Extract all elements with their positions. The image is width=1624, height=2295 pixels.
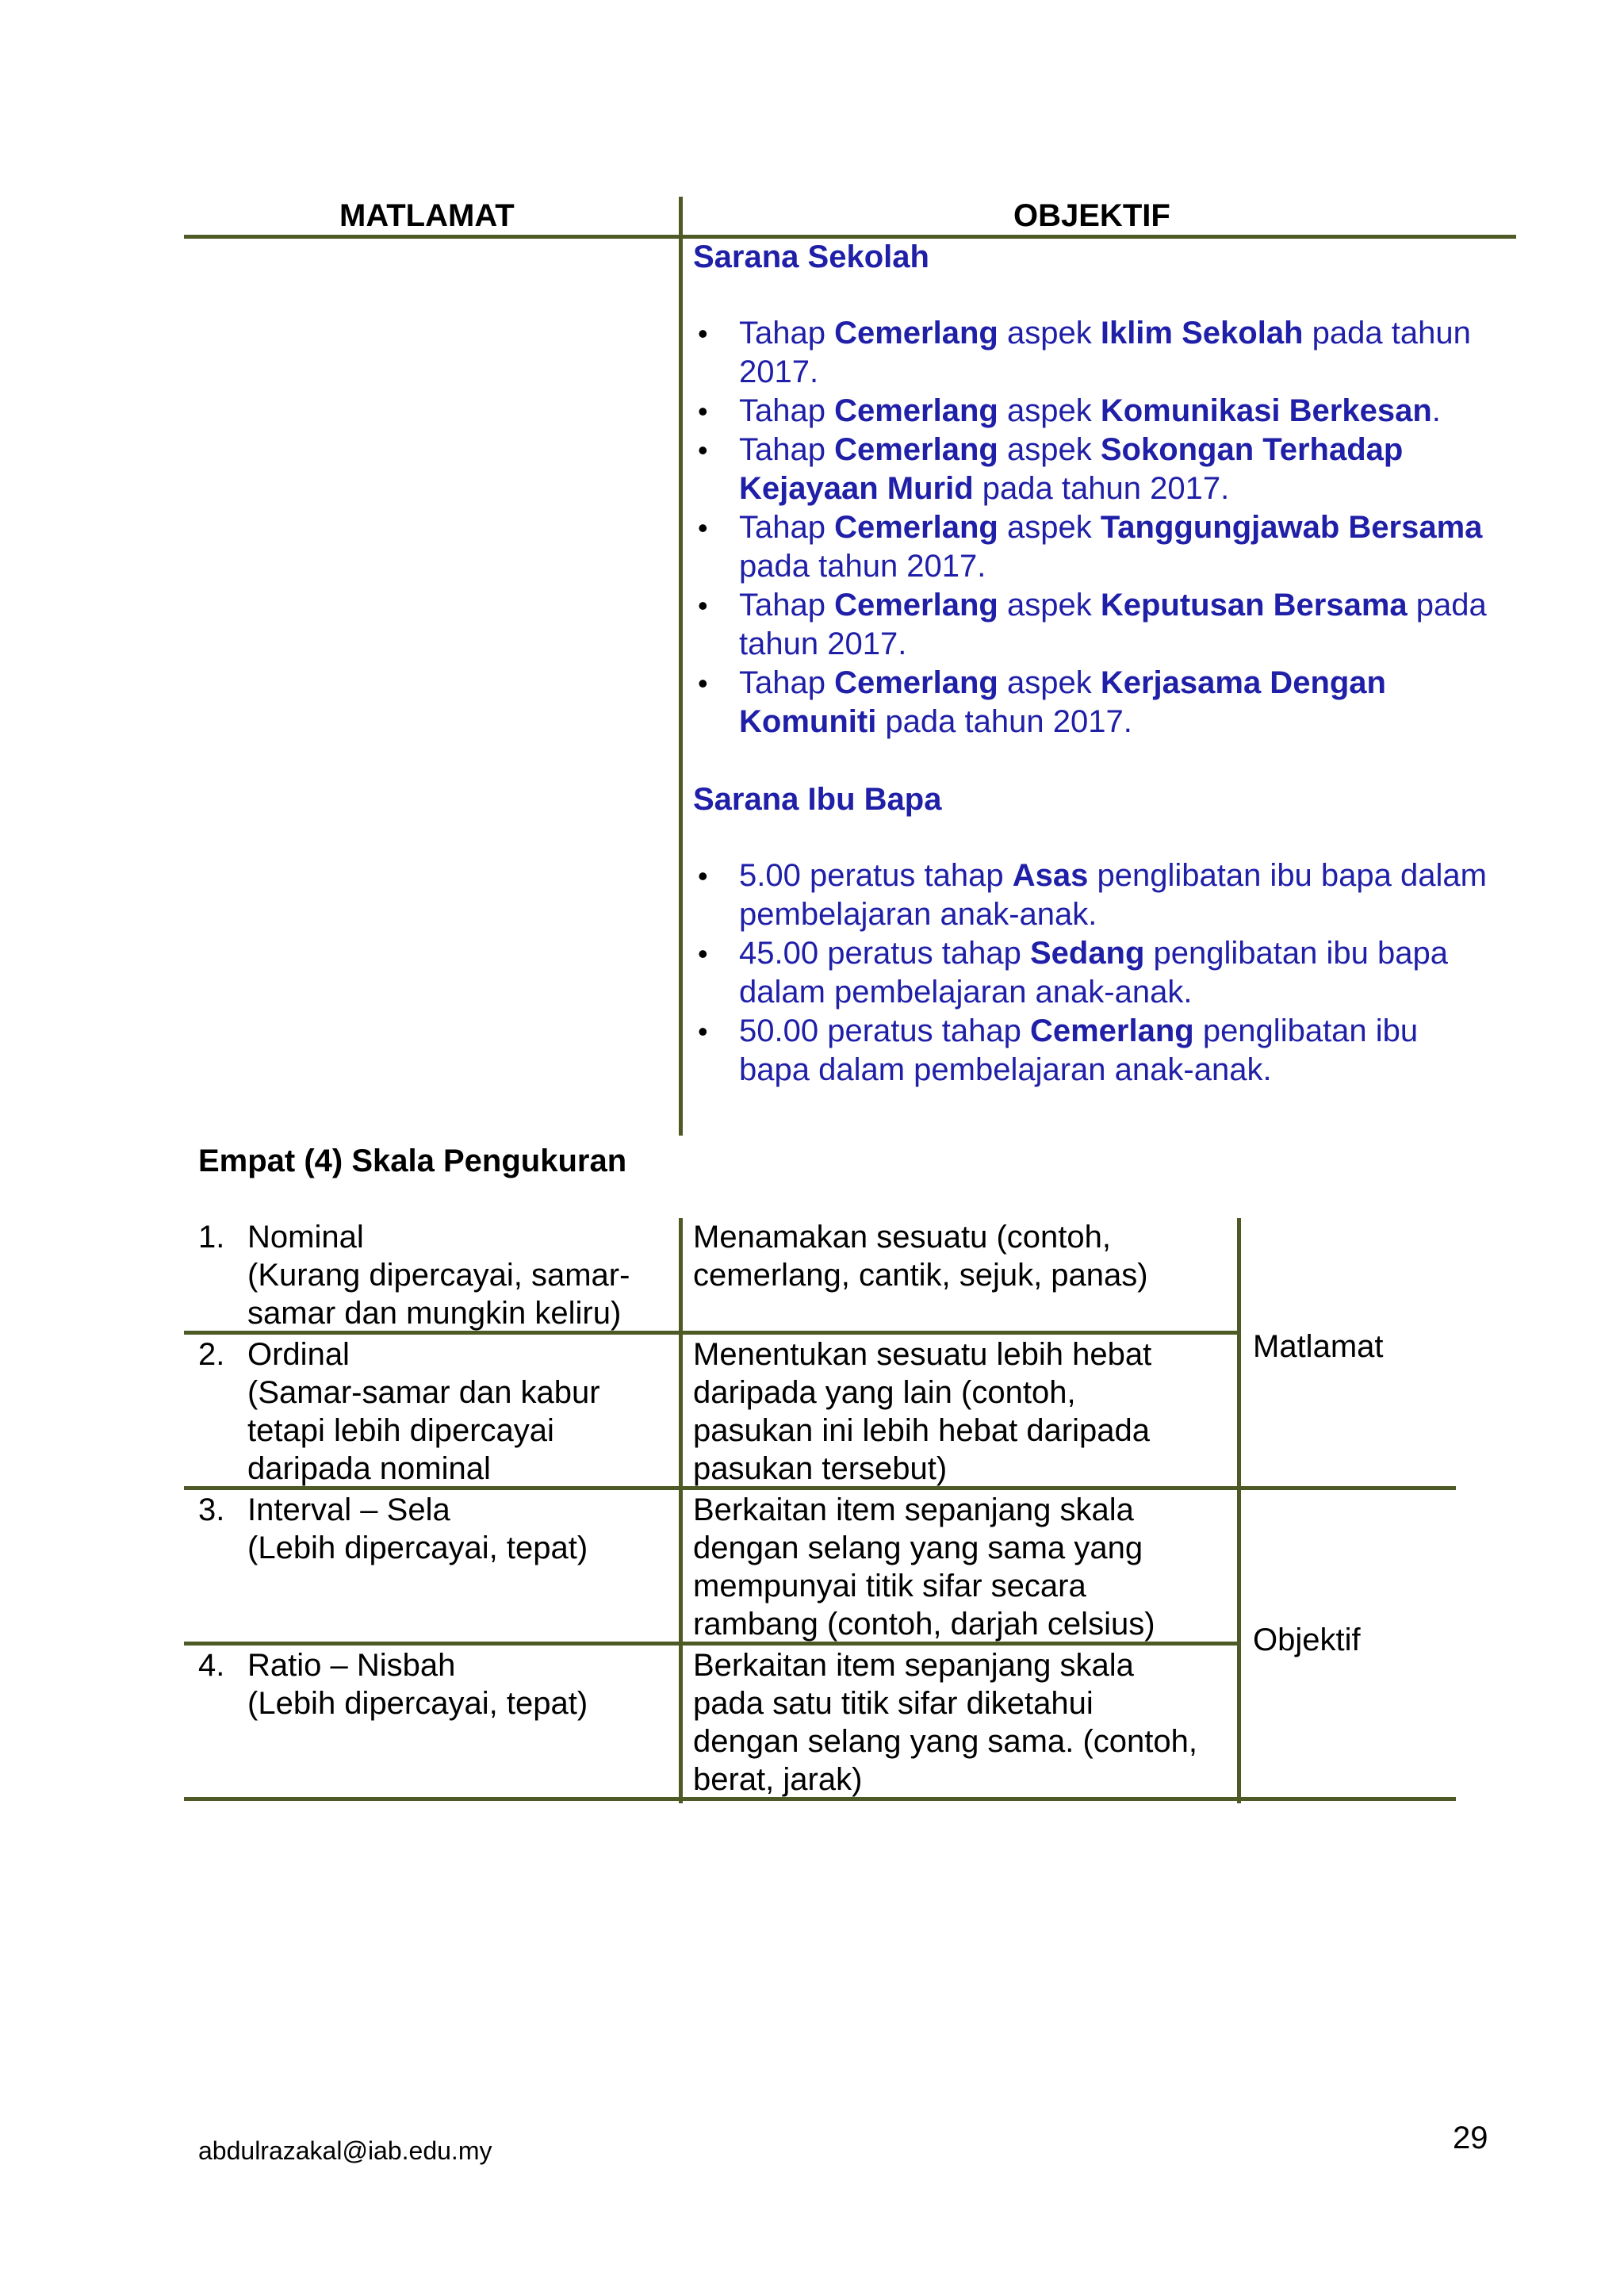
row-number: 1.: [198, 1220, 225, 1255]
row-number: 2.: [198, 1337, 225, 1372]
list-item: • Tahap Cemerlang aspek Kerjasama Dengan Komuniti pada tahun 2017.: [693, 664, 1494, 741]
list-item: • Tahap Cemerlang aspek Iklim Sekolah pada tahun 2017.: [693, 314, 1494, 392]
list-item: • Tahap Cemerlang aspek Komunikasi Berkesan.: [693, 392, 1494, 431]
list-item: • 5.00 peratus tahap Asas penglibatan ibu bapa dalam pembelajaran anak-anak.: [693, 856, 1494, 934]
scale-name: Nominal (Kurang dipercayai, samar- samar dan mungkin keliru): [247, 1220, 630, 1331]
group-label-objektif: Objektif: [1253, 1623, 1361, 1657]
section-title-sarana-sekolah: Sarana Sekolah: [693, 239, 929, 274]
row-number: 4.: [198, 1648, 225, 1683]
list-item: • 50.00 peratus tahap Cemerlang penglibatan ibu bapa dalam pembelajaran anak-anak.: [693, 1012, 1494, 1090]
page-number: 29: [1453, 2121, 1488, 2155]
list-item: • Tahap Cemerlang aspek Keputusan Bersama pada tahun 2017.: [693, 586, 1494, 664]
list-item: • Tahap Cemerlang aspek Tanggungjawab Bersama pada tahun 2017.: [693, 508, 1494, 586]
scale-description: Berkaitan item sepanjang skala pada satu titik sifar diketahui dengan selang yang sama. (contoh, berat, jarak): [693, 1648, 1197, 1797]
column-divider: [679, 197, 683, 1136]
header-matlamat: MATLAMAT: [339, 198, 515, 233]
scales-col-divider-2: [1237, 1218, 1241, 1803]
scales-col-divider-1: [679, 1218, 683, 1803]
scale-name: Ordinal (Samar-samar dan kabur tetapi lebih dipercayai daripada nominal: [247, 1337, 600, 1486]
scales-title: Empat (4) Skala Pengukuran: [198, 1144, 627, 1178]
footer-email: abdulrazakal@iab.edu.my: [198, 2136, 492, 2165]
header-objektif: OBJEKTIF: [1013, 198, 1170, 233]
section-title-sarana-ibu-bapa: Sarana Ibu Bapa: [693, 782, 942, 817]
scale-description: Menamakan sesuatu (contoh, cemerlang, cantik, sejuk, panas): [693, 1220, 1148, 1293]
row-number: 3.: [198, 1492, 225, 1527]
scale-name: Interval – Sela (Lebih dipercayai, tepat): [247, 1492, 588, 1565]
scale-description: Menentukan sesuatu lebih hebat daripada yang lain (contoh, pasukan ini lebih hebat daripada pasukan tersebut): [693, 1337, 1152, 1486]
sarana-sekolah-list: [693, 314, 1494, 741]
scale-description: Berkaitan item sepanjang skala dengan selang yang sama yang mempunyai titik sifar secara rambang (contoh, darjah celsius): [693, 1492, 1155, 1642]
list-item: • Tahap Cemerlang aspek Sokongan Terhadap Kejayaan Murid pada tahun 2017.: [693, 431, 1494, 508]
scale-name: Ratio – Nisbah (Lebih dipercayai, tepat): [247, 1648, 588, 1721]
list-item: • 45.00 peratus tahap Sedang penglibatan ibu bapa dalam pembelajaran anak-anak.: [693, 934, 1494, 1012]
sarana-ibu-bapa-list: [693, 856, 1494, 1090]
group-label-matlamat: Matlamat: [1253, 1329, 1384, 1364]
